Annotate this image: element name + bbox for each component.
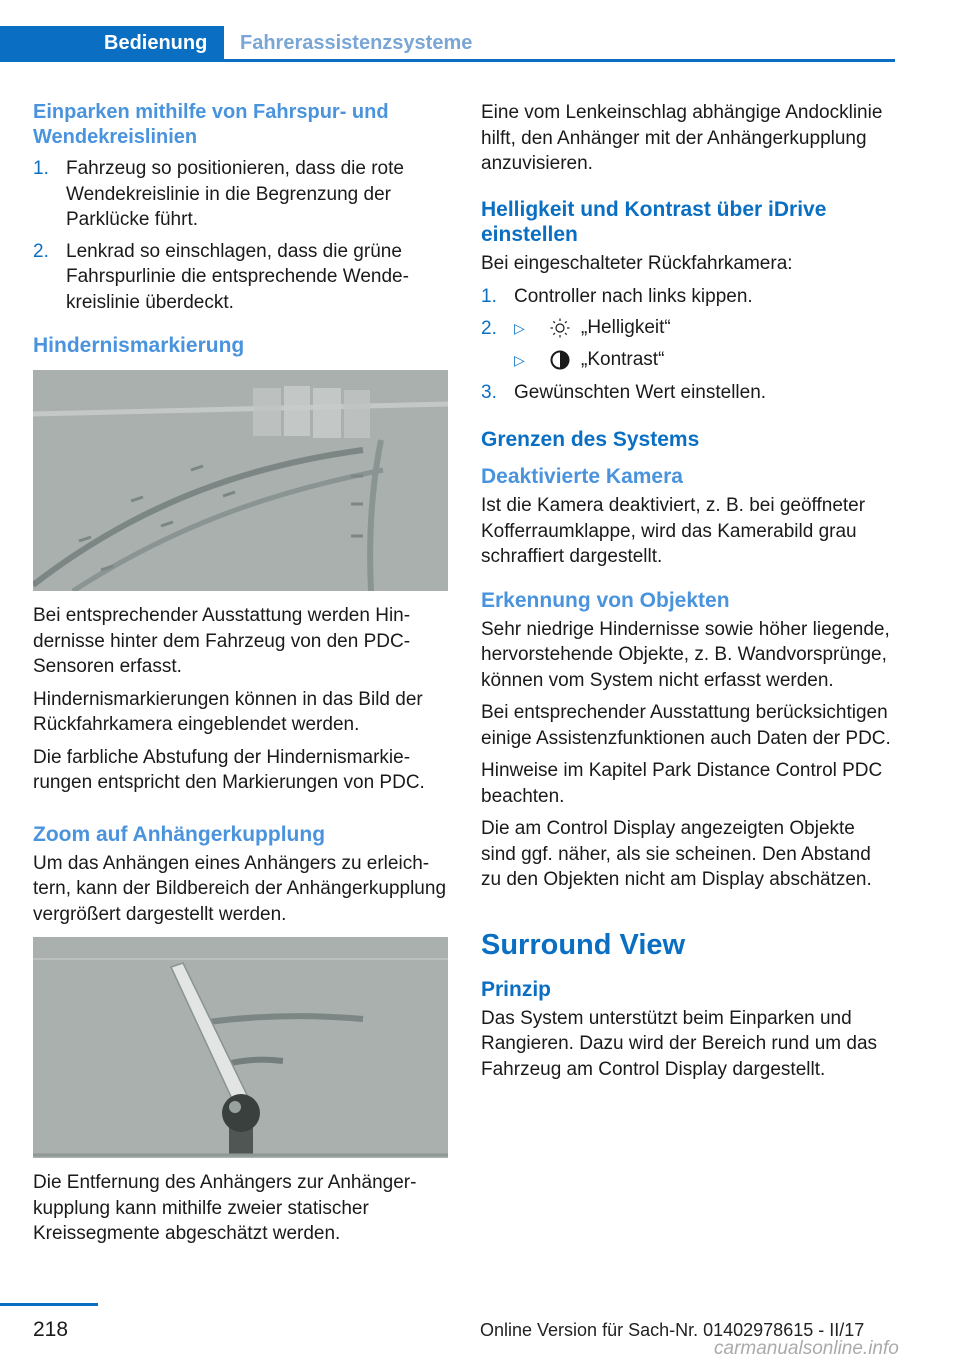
heading-zoom: Zoom auf Anhängerkupplung [33,822,326,846]
brightness-icon [549,317,571,339]
menu-item-helligkeit[interactable] [514,316,891,341]
paragraph: Sehr niedrige Hindernisse sowie höher liegende, hervorstehende Objekte, z. B. Wandvorsprünge, können vom System nicht erfasst werden. [481,618,890,691]
step-text: Gewünschten Wert einstellen. [514,381,767,403]
heading-erkennung: Erkennung von Objekten [481,588,730,612]
paragraph: Bei eingeschalteter Rückfahrkamera: [481,252,793,274]
heading-einparken: Einparken mithilfe von Fahrspur- und Wendekreislinien [33,101,389,148]
heading-hindernismarkierung: Hindernismarkierung [33,334,245,357]
menu-item-label: „Kontrast“ [581,349,665,371]
obstacle-marking-image [33,370,448,591]
paragraph: Hindernismarkierungen können in das Bild der Rückfahrkamera eingeblendet werden. [33,688,423,735]
paragraph: Eine vom Lenkeinschlag abhängige Andocklinie hilft, den Anhänger mit der Anhängerkupplung anzuvisieren. [481,102,883,174]
paragraph: Hinweise im Kapitel Park Distance Control PDC beachten. [481,760,883,807]
heading-grenzen: Grenzen des Systems [481,428,700,451]
list-item [481,380,891,406]
step-number: 3. [481,381,497,403]
triangle-bullet-icon: ▷ [514,351,525,368]
heading-prinzip: Prinzip [481,977,552,1001]
tab-bedienung[interactable]: Bedienung [0,26,224,61]
list-item [481,284,891,310]
watermark: carmanualsonline.info [714,1338,899,1359]
page-number: 218 [33,1318,69,1341]
step-number: 1. [481,286,497,307]
steps-einparken [33,156,448,315]
list-item [481,316,891,373]
footer-rule [0,1303,98,1306]
right-column [481,100,891,1089]
paragraph: Das System unterstützt beim Einparken und Rangieren. Dazu wird der Bereich rund um das Fahrzeug am Control Display dargestellt. [481,1007,878,1080]
heading-helligkeit: Helligkeit und Kontrast über iDrive einstellen [481,197,827,246]
paragraph: Bei entsprechender Ausstattung werden Hindernisse hinter dem Fahrzeug von den PDC-Sensoren erfasst. [33,605,411,677]
paragraph: Die farbliche Abstufung der Hindernismarkierungen entspricht den Markierungen von PDC. [33,746,425,793]
menu-item-label: „Helligkeit“ [581,317,671,339]
list-item [33,239,448,316]
step-number: 1. [33,158,49,179]
triangle-bullet-icon: ▷ [514,319,525,336]
heading-surround-view: Surround View [481,928,686,961]
tab-fahrerassistenzsysteme[interactable]: Fahrerassistenzsysteme [240,32,473,54]
trailer-hitch-image [33,937,448,1158]
header-rule [0,59,895,62]
step-number: 2. [481,317,497,339]
heading-deaktiviert: Deaktivierte Kamera [481,465,683,488]
steps-helligkeit [481,284,891,405]
step-text: Controller nach links kippen. [514,286,753,307]
left-column [33,100,448,1254]
contrast-icon [549,349,571,371]
step-text: Fahrzeug so positionieren, dass die rote Wendekreislinie in die Begrenzung der Parklücke führt. [66,158,404,230]
paragraph: Die Entfernung des Anhängers zur Anhängerkupplung kann mithilfe zweier statischer Kreissegmente abgeschätzt werden. [33,1172,417,1244]
step-number: 2. [33,240,49,262]
list-item [33,156,448,233]
paragraph: Ist die Kamera deaktiviert, z. B. bei geöffneter Kofferraumklappe, wird das Kamerabild grau schraffiert dargestellt. [481,495,866,567]
online-version-note: Online Version für Sach-Nr. 01402978615 - II/17 [480,1320,865,1340]
step-text: Lenkrad so einschlagen, dass die grüne Fahrspurlinie die entsprechende Wendekreislinie überdeckt. [66,240,409,313]
menu-item-kontrast[interactable] [514,348,891,373]
paragraph: Bei entsprechender Ausstattung berücksichtigen einige Assistenzfunktionen auch Daten der PDC. [481,702,891,749]
paragraph: Um das Anhängen eines Anhängers zu erleichtern, kann der Bildbereich der Anhängerkupplung vergrößert dargestellt werden. [33,852,447,925]
paragraph: Die am Control Display angezeigten Objekte sind ggf. näher, als sie scheinen. Den Abstand zu den Objekten nicht am Display abschätzen. [481,818,872,890]
